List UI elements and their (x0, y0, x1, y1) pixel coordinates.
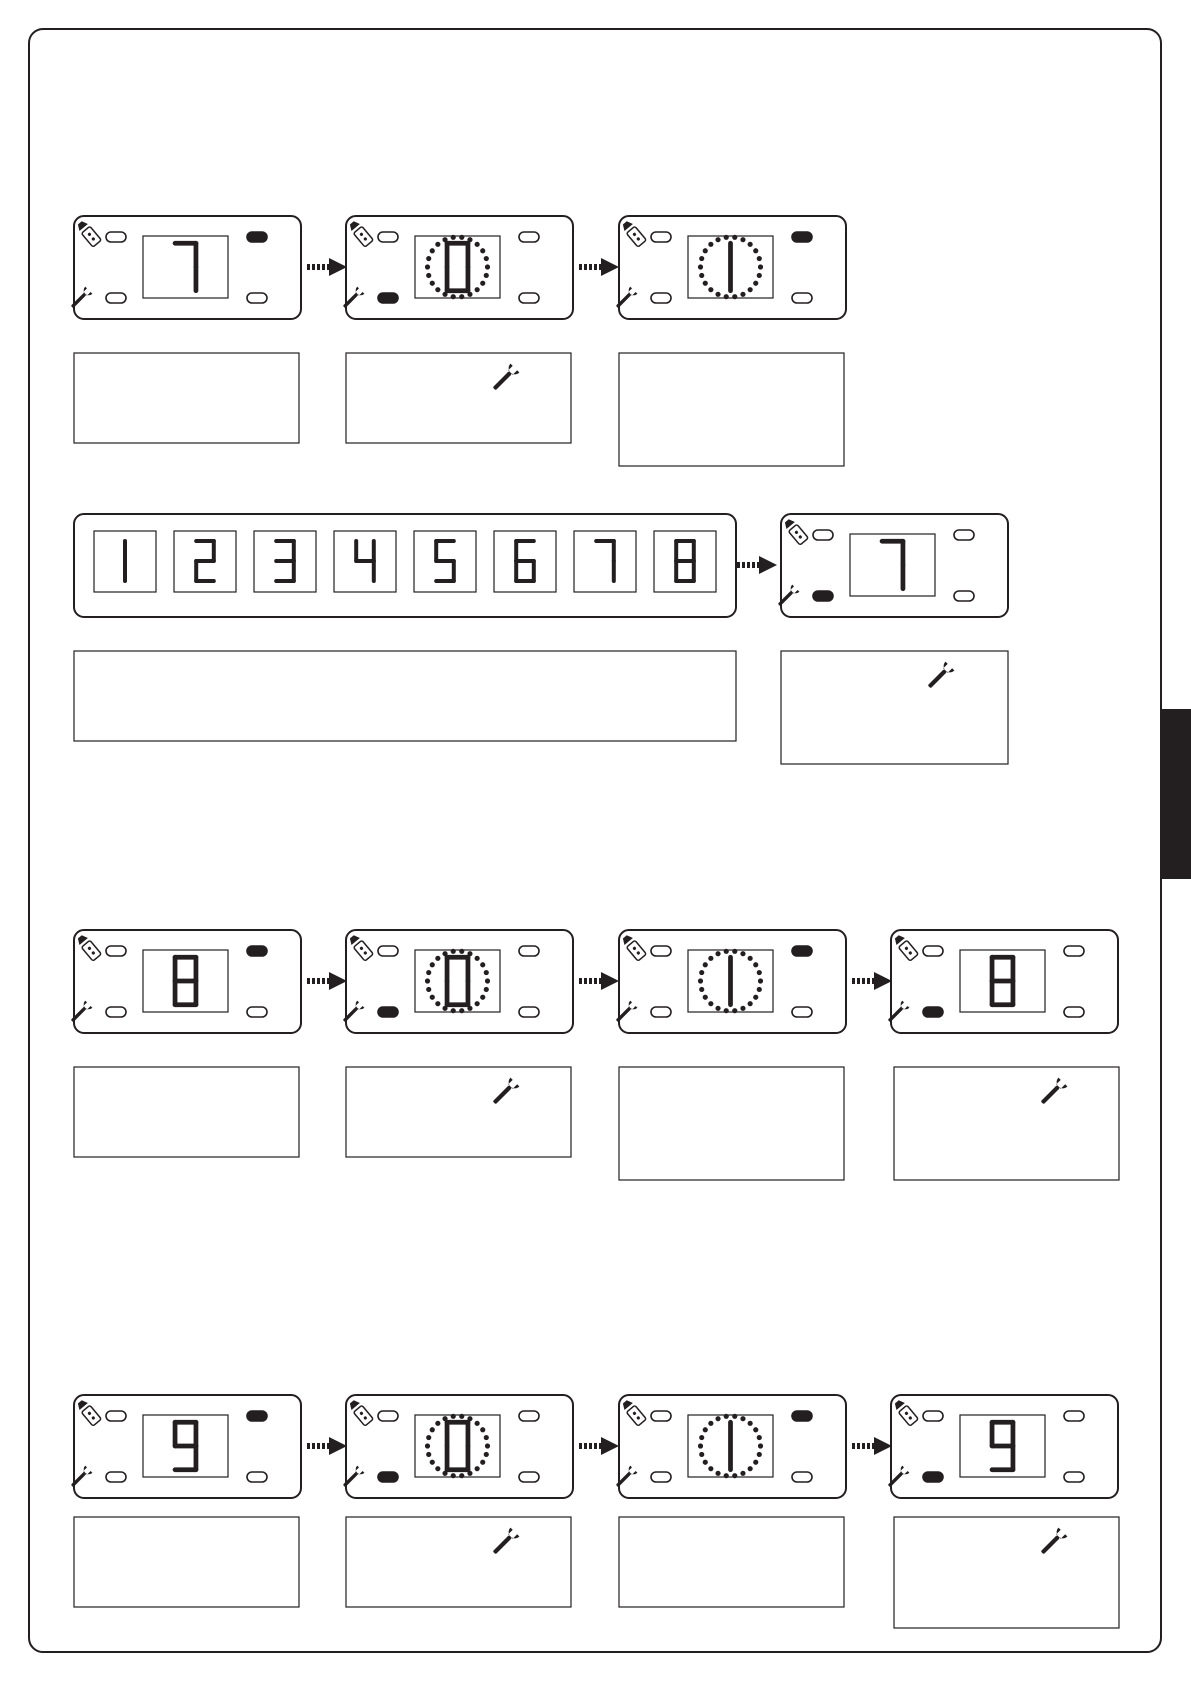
blink-dot (442, 1416, 447, 1421)
blink-dot (435, 287, 440, 292)
led-bottom-left (106, 293, 126, 303)
blink-dot (425, 978, 430, 983)
blink-dot (426, 273, 431, 278)
led-top-right (519, 1411, 539, 1421)
next-step-arrow (307, 1437, 347, 1455)
led-bottom-right (792, 1007, 812, 1017)
blink-dot (480, 1427, 485, 1432)
blink-dot (740, 1006, 745, 1011)
blink-dot (757, 970, 762, 975)
caption-box (346, 353, 571, 443)
control-panel (885, 930, 1118, 1033)
edge-tab (1161, 709, 1191, 879)
blink-dot (724, 1414, 729, 1419)
blink-dot (698, 1443, 703, 1448)
blink-dot (451, 1473, 456, 1478)
caption-outline (619, 1067, 844, 1180)
caption-box (781, 651, 1008, 764)
led-top-left (923, 946, 943, 956)
control-panel (68, 1395, 301, 1498)
caption-outline (74, 651, 736, 741)
led-bottom-left (378, 293, 398, 303)
led-bottom-left (106, 1007, 126, 1017)
blink-dot (430, 281, 435, 286)
next-step-arrow (307, 258, 347, 276)
blink-dot (451, 235, 456, 240)
blink-dot (426, 1452, 431, 1457)
blink-dot (703, 962, 708, 967)
blink-dot (758, 978, 763, 983)
blink-dot (703, 248, 708, 253)
led-bottom-right (792, 293, 812, 303)
led-top-right (519, 946, 539, 956)
blink-dot (699, 987, 704, 992)
caption-box (346, 1067, 571, 1157)
blink-dot (724, 1473, 729, 1478)
led-bottom-right (247, 1472, 267, 1482)
caption-outline (894, 1517, 1119, 1628)
blink-dot (699, 1452, 704, 1457)
blink-dot (740, 1471, 745, 1476)
arrow-head (874, 972, 892, 990)
blink-dot (459, 1473, 464, 1478)
blink-dot (753, 1460, 758, 1465)
blink-dot (435, 1466, 440, 1471)
led-top-right (792, 1411, 812, 1421)
blink-dot (740, 237, 745, 242)
caption-outline (346, 353, 571, 443)
strip-outline (74, 514, 736, 617)
next-step-arrow (852, 972, 892, 990)
blink-dot (715, 292, 720, 297)
blink-dot (724, 294, 729, 299)
led-bottom-right (792, 1472, 812, 1482)
control-panel (885, 1395, 1118, 1498)
arrow-head (601, 1437, 619, 1455)
blink-dot (699, 1435, 704, 1440)
blink-dot (475, 242, 480, 247)
caption-outline (346, 1067, 571, 1157)
caption-box (894, 1517, 1119, 1628)
caption-box (74, 353, 299, 443)
arrow-head (329, 1437, 347, 1455)
blink-dot (740, 951, 745, 956)
blink-dot (475, 1001, 480, 1006)
blink-dot (703, 1427, 708, 1432)
blink-dot (703, 995, 708, 1000)
control-panel (613, 930, 846, 1033)
blink-dot (459, 294, 464, 299)
led-top-right (247, 946, 267, 956)
blink-dot (753, 995, 758, 1000)
next-step-arrow (307, 972, 347, 990)
led-top-right (792, 232, 812, 242)
blink-dot (732, 949, 737, 954)
blink-dot (459, 1414, 464, 1419)
blink-dot (442, 1006, 447, 1011)
blink-dot (758, 1443, 763, 1448)
led-bottom-left (651, 293, 671, 303)
blink-dot (715, 1471, 720, 1476)
blink-dot (484, 273, 489, 278)
blink-dot (740, 1416, 745, 1421)
blink-dot (484, 987, 489, 992)
blink-dot (698, 978, 703, 983)
blink-dot (485, 264, 490, 269)
caption-box (74, 651, 736, 741)
led-top-right (792, 946, 812, 956)
blink-dot (430, 1460, 435, 1465)
control-panel (613, 1395, 846, 1498)
led-top-left (378, 232, 398, 242)
led-top-left (378, 946, 398, 956)
blink-dot (699, 256, 704, 261)
caption-outline (781, 651, 1008, 764)
blink-dot (757, 1452, 762, 1457)
arrow-head (329, 258, 347, 276)
caption-box (74, 1067, 299, 1157)
led-bottom-left (378, 1007, 398, 1017)
led-bottom-left (651, 1472, 671, 1482)
control-panel (775, 514, 1008, 617)
blink-dot (708, 1466, 713, 1471)
led-top-left (651, 946, 671, 956)
led-top-right (247, 232, 267, 242)
arrow-head (329, 972, 347, 990)
led-bottom-left (106, 1472, 126, 1482)
led-bottom-left (923, 1007, 943, 1017)
blink-dot (484, 970, 489, 975)
blink-dot (430, 995, 435, 1000)
blink-dot (435, 1001, 440, 1006)
caption-outline (74, 1517, 299, 1607)
blink-dot (485, 978, 490, 983)
caption-box (619, 353, 844, 466)
led-top-left (651, 1411, 671, 1421)
led-top-left (106, 946, 126, 956)
blink-dot (435, 1421, 440, 1426)
blink-dot (430, 1427, 435, 1432)
led-top-right (247, 1411, 267, 1421)
blink-dot (757, 1435, 762, 1440)
next-step-arrow (579, 258, 619, 276)
arrow-head (601, 258, 619, 276)
blink-dot (451, 294, 456, 299)
led-top-left (813, 530, 833, 540)
blink-dot (475, 956, 480, 961)
blink-dot (435, 242, 440, 247)
arrow-head (759, 556, 777, 574)
led-top-right (1064, 1411, 1084, 1421)
blink-dot (748, 1466, 753, 1471)
blink-dot (758, 264, 763, 269)
blink-dot (459, 949, 464, 954)
blink-dot (425, 1443, 430, 1448)
blink-dot (732, 235, 737, 240)
caption-outline (346, 1517, 571, 1607)
blink-dot (715, 1006, 720, 1011)
blink-dot (748, 956, 753, 961)
blink-dot (703, 1460, 708, 1465)
blink-dot (484, 1435, 489, 1440)
blink-dot (475, 287, 480, 292)
led-top-left (651, 232, 671, 242)
blink-dot (467, 1416, 472, 1421)
next-step-arrow (579, 972, 619, 990)
blink-dot (724, 235, 729, 240)
blink-dot (708, 1421, 713, 1426)
blink-dot (732, 1473, 737, 1478)
caption-box (346, 1517, 571, 1607)
blink-dot (757, 256, 762, 261)
control-panel (68, 930, 301, 1033)
blink-dot (480, 281, 485, 286)
led-bottom-right (1064, 1007, 1084, 1017)
blink-dot (480, 962, 485, 967)
led-bottom-left (378, 1472, 398, 1482)
blink-dot (467, 1471, 472, 1476)
caption-box (619, 1517, 844, 1607)
blink-dot (467, 1006, 472, 1011)
caption-box (894, 1067, 1119, 1180)
blink-dot (708, 242, 713, 247)
blink-dot (426, 1435, 431, 1440)
next-step-arrow (579, 1437, 619, 1455)
blink-dot (699, 970, 704, 975)
led-bottom-right (1064, 1472, 1084, 1482)
arrow-head (874, 1437, 892, 1455)
blink-dot (480, 248, 485, 253)
blink-dot (480, 995, 485, 1000)
blink-dot (459, 1008, 464, 1013)
caption-box (74, 1517, 299, 1607)
control-panel (340, 216, 573, 319)
blink-dot (426, 970, 431, 975)
blink-dot (451, 949, 456, 954)
blink-dot (451, 1414, 456, 1419)
blink-dot (708, 287, 713, 292)
blink-dot (699, 273, 704, 278)
blink-dot (425, 264, 430, 269)
blink-dot (442, 292, 447, 297)
led-bottom-right (247, 293, 267, 303)
blink-dot (715, 237, 720, 242)
blink-dot (748, 1001, 753, 1006)
caption-outline (74, 1067, 299, 1157)
control-panel (613, 216, 846, 319)
blink-dot (732, 1008, 737, 1013)
blink-dot (475, 1466, 480, 1471)
blink-dot (484, 1452, 489, 1457)
blink-dot (435, 956, 440, 961)
control-panel (340, 930, 573, 1033)
blink-dot (715, 1416, 720, 1421)
blink-dot (442, 951, 447, 956)
blink-dot (703, 281, 708, 286)
blink-dot (753, 962, 758, 967)
led-top-left (106, 1411, 126, 1421)
led-top-right (519, 232, 539, 242)
next-step-arrow (852, 1437, 892, 1455)
blink-dot (748, 242, 753, 247)
led-bottom-right (519, 293, 539, 303)
blink-dot (698, 264, 703, 269)
blink-dot (475, 1421, 480, 1426)
led-top-left (106, 232, 126, 242)
caption-outline (74, 353, 299, 443)
caption-outline (619, 353, 844, 466)
blink-dot (426, 987, 431, 992)
blink-dot (426, 256, 431, 261)
next-step-arrow (737, 556, 777, 574)
blink-dot (430, 962, 435, 967)
led-top-right (1064, 946, 1084, 956)
blink-dot (480, 1460, 485, 1465)
blink-dot (467, 292, 472, 297)
blink-dot (753, 281, 758, 286)
blink-dot (459, 235, 464, 240)
caption-outline (619, 1517, 844, 1607)
caption-box (619, 1067, 844, 1180)
blink-dot (442, 237, 447, 242)
blink-dot (467, 237, 472, 242)
blink-dot (757, 273, 762, 278)
control-panel (340, 1395, 573, 1498)
arrow-head (601, 972, 619, 990)
blink-dot (740, 292, 745, 297)
blink-dot (442, 1471, 447, 1476)
led-bottom-left (813, 591, 833, 601)
led-top-right (954, 530, 974, 540)
blink-dot (748, 1421, 753, 1426)
control-panel (68, 216, 301, 319)
blink-dot (748, 287, 753, 292)
led-bottom-right (519, 1007, 539, 1017)
blink-dot (708, 956, 713, 961)
blink-dot (753, 248, 758, 253)
blink-dot (724, 949, 729, 954)
led-top-left (378, 1411, 398, 1421)
blink-dot (753, 1427, 758, 1432)
caption-outline (894, 1067, 1119, 1180)
blink-dot (451, 1008, 456, 1013)
blink-dot (757, 987, 762, 992)
blink-dot (715, 951, 720, 956)
led-bottom-left (923, 1472, 943, 1482)
led-bottom-right (954, 591, 974, 601)
led-top-left (923, 1411, 943, 1421)
digit-sequence-strip (74, 514, 736, 617)
led-bottom-left (651, 1007, 671, 1017)
blink-dot (732, 1414, 737, 1419)
blink-dot (724, 1008, 729, 1013)
blink-dot (467, 951, 472, 956)
blink-dot (484, 256, 489, 261)
blink-dot (732, 294, 737, 299)
blink-dot (708, 1001, 713, 1006)
led-bottom-right (519, 1472, 539, 1482)
led-bottom-right (247, 1007, 267, 1017)
blink-dot (430, 248, 435, 253)
blink-dot (485, 1443, 490, 1448)
